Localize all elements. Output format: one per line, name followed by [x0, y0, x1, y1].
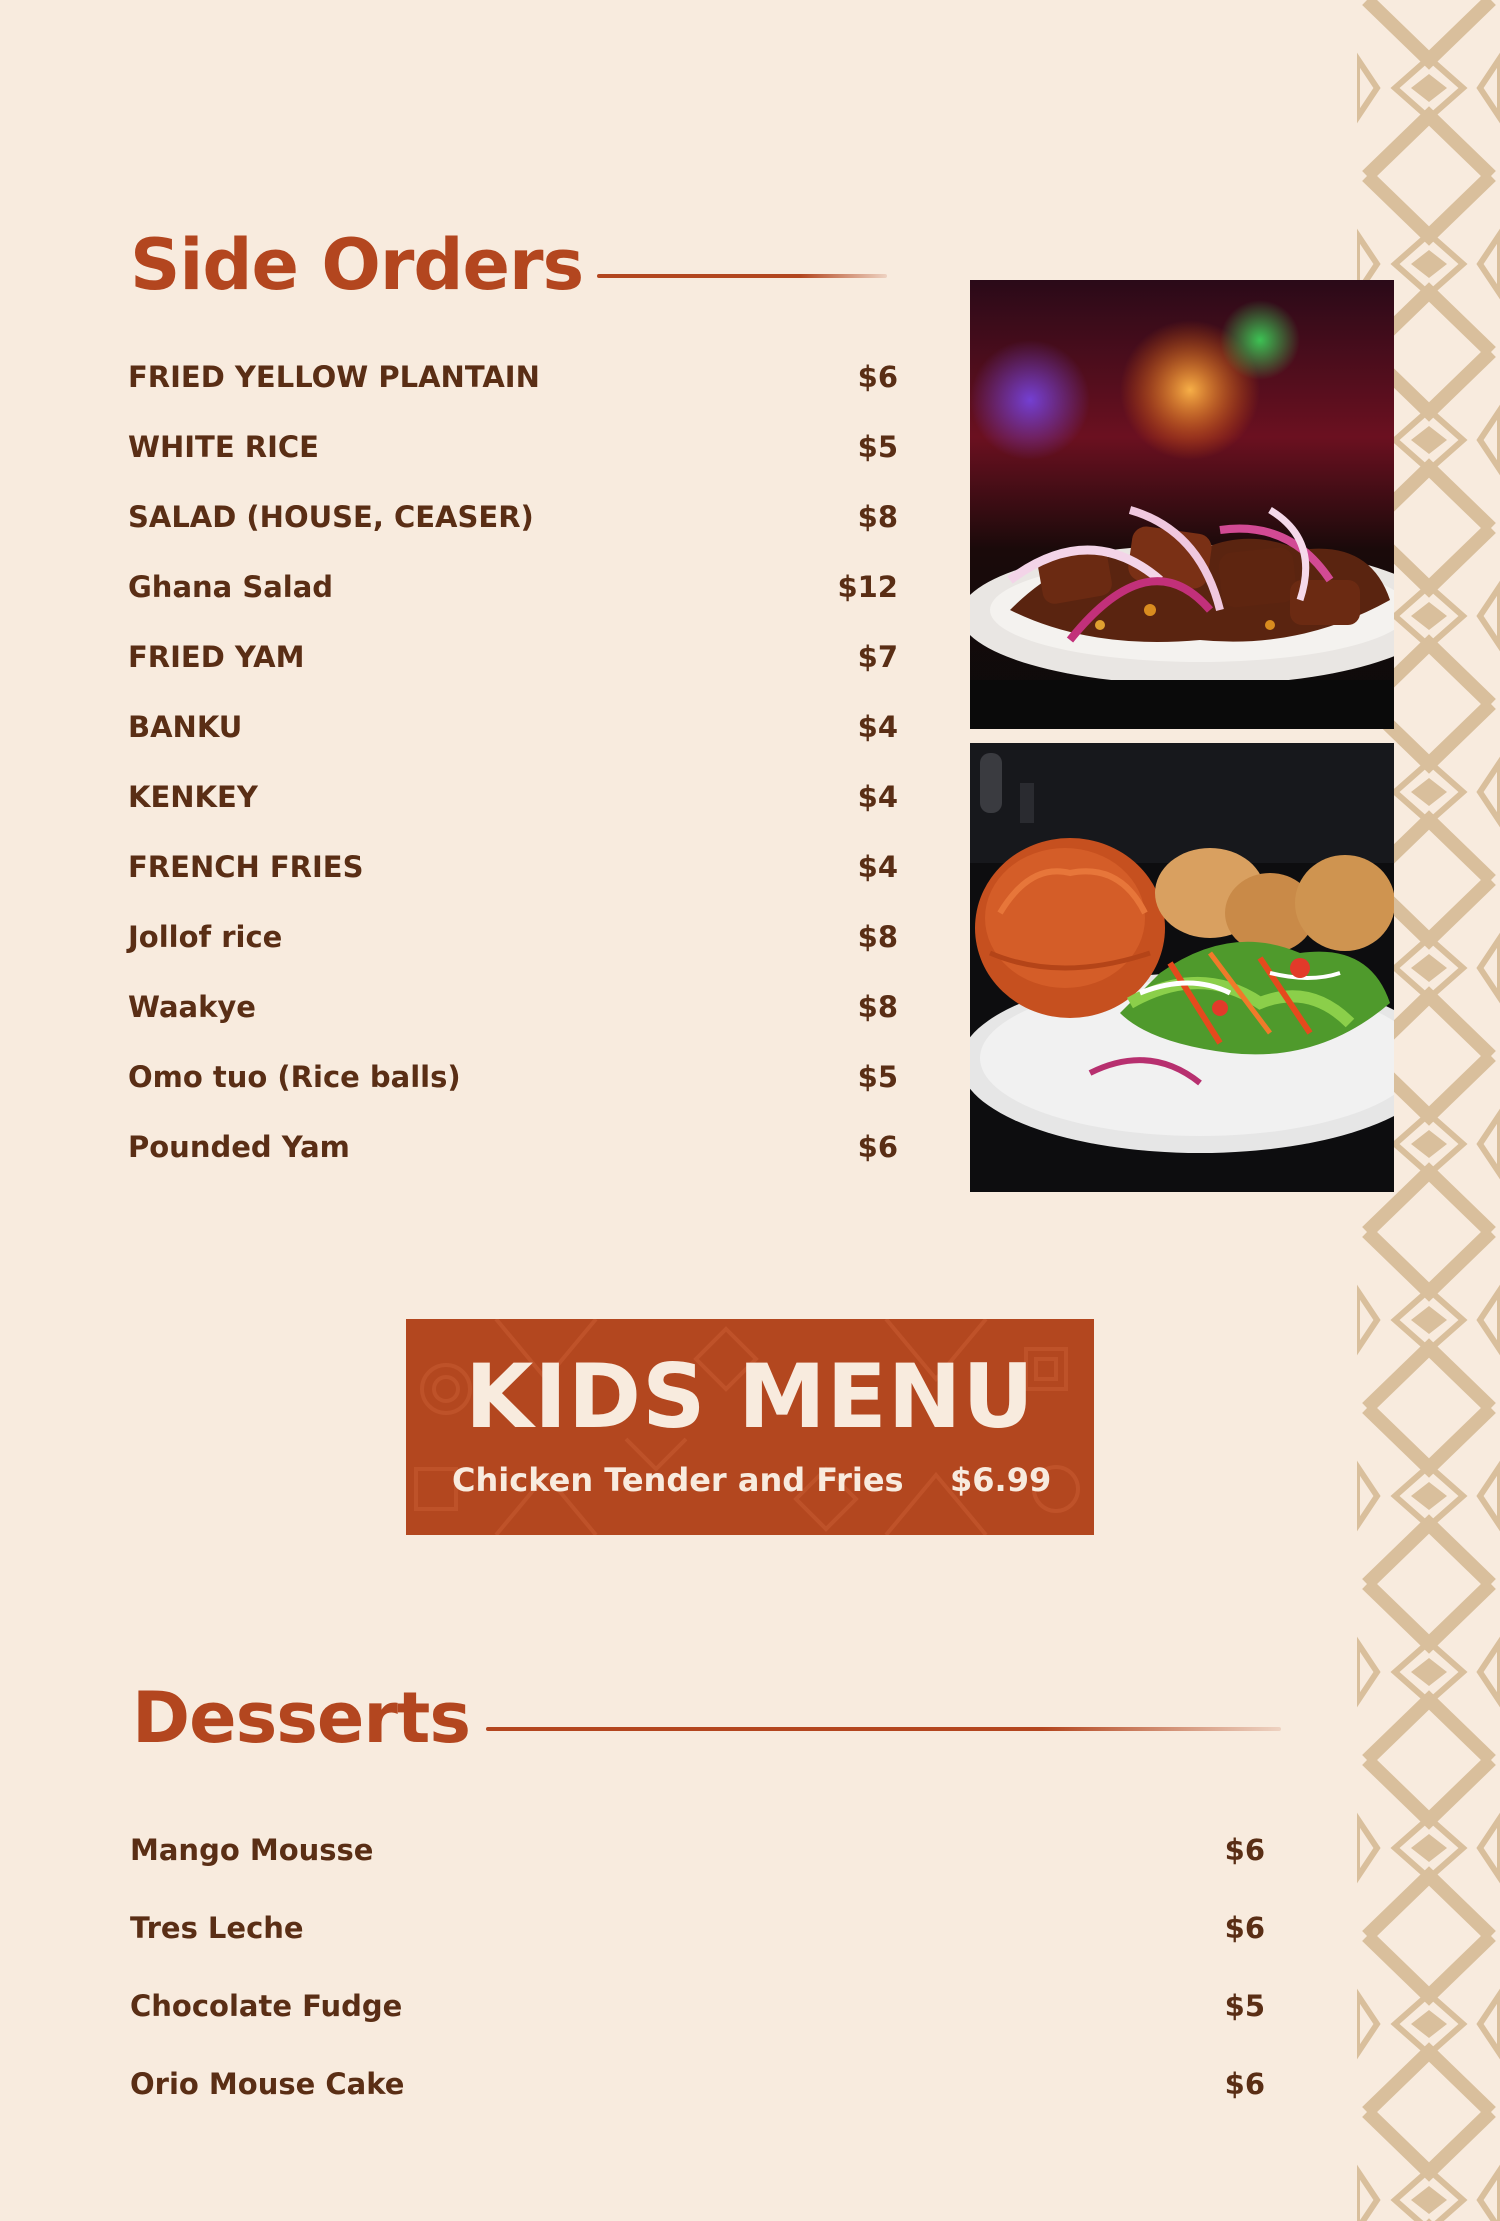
kids-menu-item-price: $6.99 [950, 1461, 1052, 1499]
list-item [130, 1908, 1265, 1948]
item-price: $5 [857, 430, 898, 464]
item-price: $5 [1224, 1989, 1265, 2023]
list-item [128, 637, 898, 677]
list-item [128, 987, 898, 1027]
item-price: $4 [857, 710, 898, 744]
item-name: Ghana Salad [128, 570, 334, 604]
item-price: $4 [857, 780, 898, 814]
desserts-list [130, 1830, 1265, 2101]
item-name: BANKU [128, 710, 243, 744]
item-name: WHITE RICE [128, 430, 319, 464]
item-name: Mango Mousse [130, 1833, 374, 1867]
side-orders-title: Side Orders [130, 224, 584, 306]
item-price: $5 [857, 1060, 898, 1094]
food-photo-grilled-meat [970, 280, 1394, 729]
side-orders-list [128, 357, 898, 1164]
item-name: Jollof rice [128, 920, 283, 954]
desserts-title-rule [486, 1727, 1281, 1731]
list-item [128, 1127, 898, 1167]
kids-menu-item-name: Chicken Tender and Fries [452, 1461, 904, 1499]
kids-menu-title: KIDS MENU [465, 1345, 1035, 1448]
item-price: $4 [857, 850, 898, 884]
list-item [128, 847, 898, 887]
list-item [130, 2064, 1265, 2104]
item-price: $8 [857, 990, 898, 1024]
item-name: Orio Mouse Cake [130, 2067, 405, 2101]
item-name: Pounded Yam [128, 1130, 350, 1164]
item-name: KENKEY [128, 780, 258, 814]
item-price: $6 [1224, 1833, 1265, 1867]
jollof-rice-plate-icon [970, 743, 1394, 1192]
item-price: $12 [837, 570, 898, 604]
item-price: $6 [1224, 1911, 1265, 1945]
list-item [128, 1057, 898, 1097]
item-price: $6 [857, 1130, 898, 1164]
grilled-meat-plate-icon [970, 280, 1394, 729]
list-item [128, 497, 898, 537]
item-name: SALAD (HOUSE, CEASER) [128, 500, 534, 534]
item-name: Omo tuo (Rice balls) [128, 1060, 461, 1094]
item-name: FRENCH FRIES [128, 850, 364, 884]
list-item [130, 1830, 1265, 1870]
item-price: $6 [1224, 2067, 1265, 2101]
list-item [128, 777, 898, 817]
item-name: Waakye [128, 990, 256, 1024]
item-price: $6 [857, 360, 898, 394]
item-name: FRIED YAM [128, 640, 305, 674]
item-name: Tres Leche [130, 1911, 304, 1945]
list-item [128, 917, 898, 957]
side-orders-title-rule [597, 274, 887, 278]
item-price: $7 [857, 640, 898, 674]
list-item [128, 567, 898, 607]
list-item [128, 707, 898, 747]
food-photo-jollof-rice [970, 743, 1394, 1192]
list-item [128, 427, 898, 467]
item-price: $8 [857, 500, 898, 534]
item-price: $8 [857, 920, 898, 954]
desserts-title: Desserts [132, 1677, 471, 1759]
item-name: FRIED YELLOW PLANTAIN [128, 360, 540, 394]
list-item [128, 357, 898, 397]
kids-menu-box [406, 1319, 1094, 1535]
item-name: Chocolate Fudge [130, 1989, 403, 2023]
list-item [130, 1986, 1265, 2026]
